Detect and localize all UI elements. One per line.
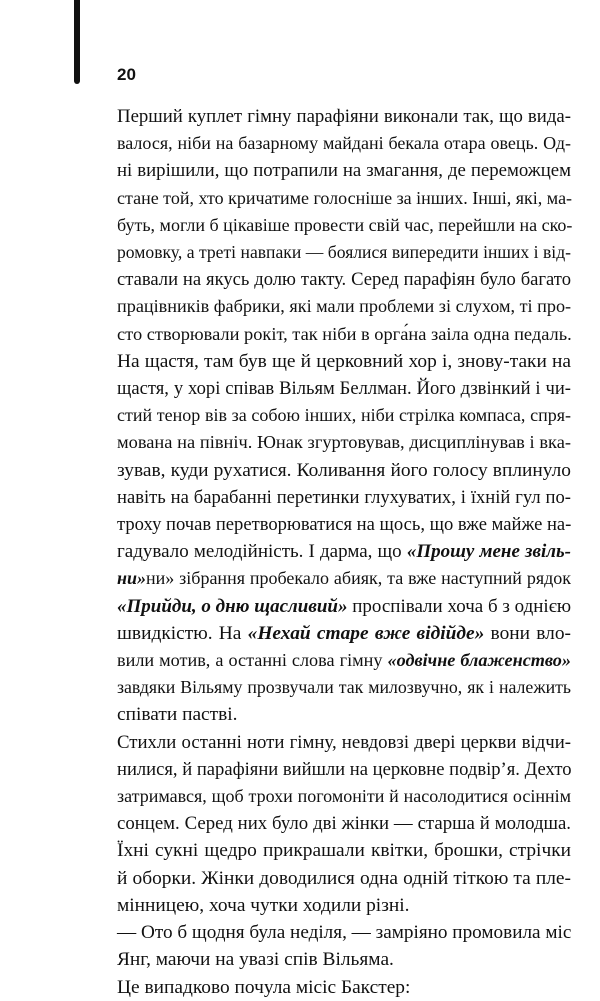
text-line: Перший куплет гімну парафіяни виконали так, що вида- [117,106,571,127]
text-line: ромовку, а треті навпаки — боялися випередити інших і від- [117,242,571,263]
paragraph-1 [117,103,571,348]
hymn-quote-1: «Прошу мене звіль- [406,541,571,563]
text-line: троху почав перетворюватися на щось, що вже майже на- [117,514,572,536]
hymn-quote-2: «Прийди, о дню щасливий» [117,595,348,617]
text-line-with-emphasis: ни»ни» зібрання пробекало абияк, та вже наступний рядок [117,568,571,589]
hymn-quote-1-tail: ни» [117,568,147,589]
text-line: Стихли останні ноти гімну, невдовзі двері церкви відчи- [117,731,571,753]
paragraph-5 [117,974,571,1001]
text-line: затримався, щоб трохи погомоніти й насолодитися осіннім [117,786,571,807]
text-line: На щастя, там був ще й церковний хор і, знову-таки на [117,350,571,372]
text-line: щастя, у хорі співав Вільям Беллман. Його дзвінкий і чи- [117,378,571,400]
paragraph-3 [117,729,571,919]
paragraph-2 [117,348,571,729]
text-line: Янг, маючи на увазі спів Вільяма. [117,949,394,971]
text-line-with-emphasis: швидкістю. На «Нехай старе вже відійде» вони вло- [117,622,571,644]
text-line: мінницею, хоча чутки ходили різні. [117,894,410,916]
text-line: — Ото б щодня була неділя, — замріяно промовила міс [117,922,572,944]
text-line: валося, ніби на базарному майдані бекала отара овець. Од- [117,133,571,154]
text-line: ставали на якусь долю такту. Серед парафіян було багато [117,269,571,291]
text-line: Це випадково почула місіс Бакстер: [117,976,411,998]
body-text [117,103,571,1001]
text-line: мована на північ. Юнак згуртовував, дисциплінував і вка- [117,432,571,453]
text-line: зував, куди рухатися. Коливання його голосу вплинуло [117,459,571,481]
text-line: завдяки Вільяму прозвучали так милозвучно, як і належить [117,677,571,698]
binding-edge-mark [74,0,80,84]
text-line-with-emphasis: гадувало мелодійність. І дарма, що «Прошу мене звіль- [117,541,571,563]
text-line-with-emphasis: вили мотив, а останні слова гімну «одвічне блаженство» [117,650,571,671]
text-line: навіть на барабанні перетинки глухуватих, і їхній гул по- [117,486,571,508]
text-line: стий тенор вів за собою інших, ніби стрілка компаса, спря- [117,405,571,426]
text-line: буть, могли б цікавіше провести свій час, перейшли на ско- [117,214,573,235]
page-number: 20 [117,65,136,84]
text-line: стане той, хто кричатиме голосніше за інших. Інші, які, ма- [117,187,573,208]
text-line: сонцем. Серед них було дві жінки — старша й молодша. [117,813,571,835]
text-line-with-emphasis: «Прийди, о дню щасливий» проспівали хоча б з однією [117,595,572,617]
text-line: співати пастві. [117,704,238,726]
text-line: ні вирішили, що потрапили на змагання, де переможцем [117,160,571,182]
hymn-quote-4: «одвічне блаженство» [387,650,571,671]
hymn-quote-3: «Нехай старе вже відійде» [247,622,485,644]
paragraph-4 [117,919,571,973]
text-line: працівників фабрики, які мали проблеми зі слухом, ті про- [117,296,572,317]
text-line: Їхні сукні щедро прикрашали квітки, брошки, стрічки [117,840,571,862]
text-line: й оборки. Жінки доводилися одна одній тіткою та пле- [117,867,571,889]
text-line: сто створювали рокіт, так ніби в орга́на заіла одна педаль. [117,323,572,344]
text-line: нилися, й парафіяни вийшли на церковне подвір’я. Дехто [117,758,572,780]
